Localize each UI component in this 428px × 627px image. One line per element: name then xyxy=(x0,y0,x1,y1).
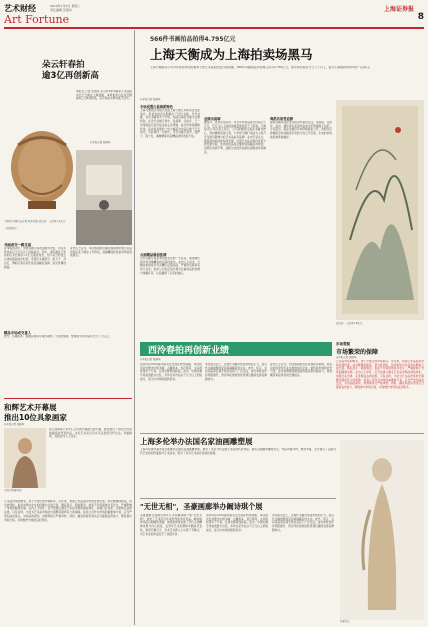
hehui-headline-2: 推出10位具象画家 xyxy=(4,413,67,422)
main-col1-head: 专场设置凸显海派特色 xyxy=(140,105,173,109)
main-col3-head: 业绩出高调 xyxy=(204,117,221,121)
date-line: 2010年7月6日 星期二 xyxy=(50,4,81,8)
main-col2-head: 古画精品屡创佳绩 xyxy=(140,253,167,257)
sculpture-photo xyxy=(340,440,424,620)
left-section-head-2: 精品专场成交喜人 xyxy=(4,331,32,335)
left-caption-2: （资料图片） xyxy=(4,227,20,230)
hehui-headline-1: 和辉艺术开幕展 xyxy=(4,403,57,412)
xiling-col2: 本次拍卖会上，近现代书画仍然是市场的主力，而古代书画则继续受到高端藏家的关注。此外，印章、文房用品等杂项专场也受到了广泛关注，成交率较往年有明显提升，西泠印社的传统优势项目继续发挥品牌影响力。 xyxy=(205,363,267,381)
left-headline-2: 逾3亿再创新高 xyxy=(42,71,99,81)
main-article-head xyxy=(140,30,424,96)
painting-caption: 成交价：人民币1.8亿元 xyxy=(336,322,363,325)
main-col4-head: 海派名家受追捧 xyxy=(270,117,294,121)
bottom-col3: 本次拍卖会上，近现代书画仍然是市场的主力，而古代书画则继续受到高端藏家的关注。此外，印章、文房用品等杂项专场也受到了广泛关注，成交率较往年有明显提升，西泠印社的传统优势项目继续发挥品牌影响力。 xyxy=(272,514,334,532)
hehui-caption: 左图为参展作品 xyxy=(4,489,22,492)
main-kicker: 566件书画拍品拍得4.795亿元 xyxy=(150,36,236,43)
main-byline: ◎本报记者 张国华 xyxy=(140,98,161,101)
commentary-byline: ◎本报记者 张国华 xyxy=(336,356,357,359)
hehui-body: 由上海和辉艺术中心主办的开幕展日前开幕，展览推出了10位当代具象画家的代表作品，这些艺术家以写实手法表现当代生活，风格鲜明，受到业内人士关注。 xyxy=(49,428,132,439)
commentary-headline: 市场繁荣的保障 xyxy=(336,349,379,356)
exhibit-rule xyxy=(140,433,424,434)
bottom-rule xyxy=(140,498,336,499)
xiling-col1: 西泠印社2010春季拍卖会日前在杭州落槌，本次拍卖会共推出中国书画、古籍善本、金石篆刻、文房清玩等多个专场，总成交额再创新高。其中，中国书画专场表现最为出色，多件名家作品以千万元以上价格成交，显示出市场的强劲需求。 xyxy=(140,363,202,381)
exhibit-caption: 参展作品 xyxy=(340,620,350,623)
left-bottom-rule xyxy=(4,398,132,399)
main-headline: 上海天衡成为上海拍卖场黑马 xyxy=(150,47,313,62)
main-col1: 上海天衡拍卖有限公司由上海天衡艺术研究会发起创办，其首次拍卖会即推出了近代书画、当代书画、古代书画等多个专场，拍品以海派书画为主要特色。在近代书画专场中，吴昌硕、任伯年、王一亭等海派名家作品受到买家青睐，成交价频频刷新纪录。其中吴昌硕的一件大幅花卉作品以数千万元成交，引起场内一片掌声。当代书画专场中，陆俨少、程十发、谢稚柳等名家精品同样表现不俗。 xyxy=(140,109,200,138)
hehui-article xyxy=(4,400,132,625)
main-summary: 上海天衡拍卖公司今年首次举办的春季大型艺术品拍卖会日前落槌，566件书画拍品共拍得人民币4.795亿元，成交率达到百分之八十以上，成为上海春拍市场中的一匹黑马。 xyxy=(150,66,372,69)
xiling-article xyxy=(140,340,332,430)
left-section-head: 书画成交一路走高 xyxy=(4,243,32,247)
hehui-byline: ◎本报记者 张国华 xyxy=(4,423,25,426)
paper-name: 上海证券报 xyxy=(383,6,414,13)
bottom-col2: 西泠印社2010春季拍卖会日前在杭州落槌，本次拍卖会共推出中国书画、古籍善本、金石篆刻、文房清玩等多个专场，总成交额再创新高。其中，中国书画专场表现最为出色，多件名家作品以千万元以上价格成交，显示出市场的强劲需求。 xyxy=(206,514,268,532)
exhibit-headline: 上海多伦举办法国名家油画雕塑展 xyxy=(140,437,253,446)
left-body-1: 在本场拍卖中，中国书画专场表现最为出色，共有多件作品以千万元以上价格成交。其中，清代画家王原祁的山水巨制以1.1亿元高价成交，创下朵云轩成立以来的最高成交纪录。近现代书画部分，张大千、齐白石、傅抱石等名家作品受到藏家追捧，成交价屡创新高。 xyxy=(4,247,66,269)
header-rule xyxy=(4,27,424,29)
left-body-3: 此外，古籍善本、瓷器杂项等专场也取得了不俗的成绩，整体成交率达到百分之八十以上。 xyxy=(4,335,112,338)
editor-line: 责任编辑 张国华 xyxy=(50,8,72,12)
xiling-byline: ◎本报记者 张国华 xyxy=(140,358,161,361)
left-caption: 王原祁 仿董巨山水图 纸本设色 成交价：人民币1.1亿元 xyxy=(4,220,66,223)
bottom-headline: "无世无相"，圣豪画廊举办阚诗琪个展 xyxy=(140,502,263,511)
main-col2: 古代书画专场是本次拍卖会的一大亮点。明清两代的多件书画精品均以高价成交。业内人士指出，天衡首拍的成功与其精心征集拍品、严格把关真伪有很大关系。拍卖公司在征集过程中注重拍品的来源与递藏有序，从而赢得了买家的信任。 xyxy=(140,257,200,275)
main-col4: 海派书画作品在本次拍卖中备受关注，吴昌硕、任伯年、虚谷、蒲华等名家的作品成交价普遍高于估价。专家指出，海派书画近年来价格稳步上升，但相比京津画派及岭南画派仍有较大的上升空间，未来的市场前景被普遍看好。 xyxy=(270,121,332,139)
section-title-en: Art Fortune xyxy=(4,13,70,26)
left-byline: ◎本报记者 张国华 xyxy=(90,141,111,144)
xiling-col3: 业内人士认为，西泠春拍的优异表现再次说明，具有良好信誉和专业水准的拍卖企业，始终是市场的中坚力量，在市场调整时期更能体现其抗风险能力，得到藏家和投资者的长期信任。 xyxy=(270,363,332,378)
landscape-painting xyxy=(336,100,424,320)
left-lede: 本报讯 记者 张国华 朵云轩2010春季艺术品拍卖会于日前在上海落槌，本场拍卖以总成交额逾3亿元再创新高，各专场成交率均高于往年。 xyxy=(76,90,132,101)
xiling-headline: 西泠春拍再创新业绩 xyxy=(148,346,230,356)
commentary-body: 艺术品市场的繁荣，离不开规范的市场秩序。近年来，我国艺术品拍卖市场发展迅速，成交额屡创新高，但与此同时，拍卖市场中存在的问题也日益凸显。赝品充斥、假拍假卖、拍而不付等现象时有发生，严重影响了市场的健康发展。业内人士呼吁，应尽快建立健全艺术品市场的诚信体系，加强行业自律，完善相关法律法规，只有这样，才能为艺术品市场的长期繁荣提供有力的保障。拍卖公司作为市场的重要参与者，应当严把拍品质量关，对拍品的真伪、来源等进行严格审核；同时，藏家和投资者也应当提高鉴赏能力，理性参与市场交易，共同维护市场的良好秩序。 xyxy=(336,360,424,389)
main-article-body xyxy=(140,96,424,336)
commentary-column: 市场观察 xyxy=(336,342,350,346)
bottom-col1: 圣豪画廊日前推出青年艺术家阚诗琪个展"无世无相"，展出了艺术家近年来创作的多件作品。阚诗琪的作品以细腻的笔触、独特的视角表现了当代人的精神世界与内心感受，在青年艺术家群体中颇具代表性。展览开幕当天，众多艺术界人士出席了开幕式，对艺术家的作品给予了高度评价。 xyxy=(140,514,202,536)
column-divider xyxy=(134,30,135,625)
left-headline-1: 朵云轩春拍 xyxy=(42,60,85,70)
figure-painting xyxy=(4,428,46,488)
exhibit-body: 上海多伦现代美术馆日前推出法国名家油画雕塑展，展出了多位当代法国艺术家的代表作品。展览以油画和雕塑为主，作品风格多样，题材丰富，充分展示了法国当代艺术的创作面貌与艺术追求，吸引了众多艺术爱好者前往参观。 xyxy=(140,448,336,455)
left-body-2: 业内人士认为，本次春拍的火爆表现说明中国艺术品市场正处于稳步上升阶段，高端精品依然是市场追逐的焦点。 xyxy=(70,247,132,258)
hehui-body-cont: 艺术品市场的繁荣，离不开规范的市场秩序。近年来，我国艺术品拍卖市场发展迅速，成交额屡创新高，但与此同时，拍卖市场中存在的问题也日益凸显。赝品充斥、假拍假卖、拍而不付等现象时有发生，严重影响了市场的健康发展。业内人士呼吁，应尽快建立健全艺术品市场的诚信体系，加强行业自律，完善相关法律法规，只有这样，才能为艺术品市场的长期繁荣提供有力的保障。拍卖公司作为市场的重要参与者，应当严把拍品质量关，对拍品的真伪、来源等进行严格审核；同时，藏家和投资者也应当提高鉴赏能力，理性参与市场交易，共同维护市场的良好秩序。 xyxy=(4,500,132,522)
section-title: 艺术财经 xyxy=(4,4,36,13)
page-number: 8 xyxy=(417,12,424,22)
carved-vessel-image xyxy=(4,125,74,220)
bottom-article xyxy=(140,500,336,625)
main-col3: 据统计，在本次拍卖中，共有多件拍品成交价超过千万元，百万元以上的拍品数量更是创下了新高。天衡拍卖公司负责人表示，公司将继续以海派书画为核心，同时兼顾其他门类，力争把天衡打造成为上海乃至全国有影响力的艺术品拍卖品牌。业内专家认为，随着国内经济的持续发展，中国艺术品市场仍有很大的发展空间，优质的拍品将会继续受到藏家的欢迎，而那些来源不明、品相欠佳的作品则将逐渐被市场淘汰。 xyxy=(204,121,266,154)
auction-hall-photo xyxy=(76,150,132,245)
left-article xyxy=(4,30,132,395)
